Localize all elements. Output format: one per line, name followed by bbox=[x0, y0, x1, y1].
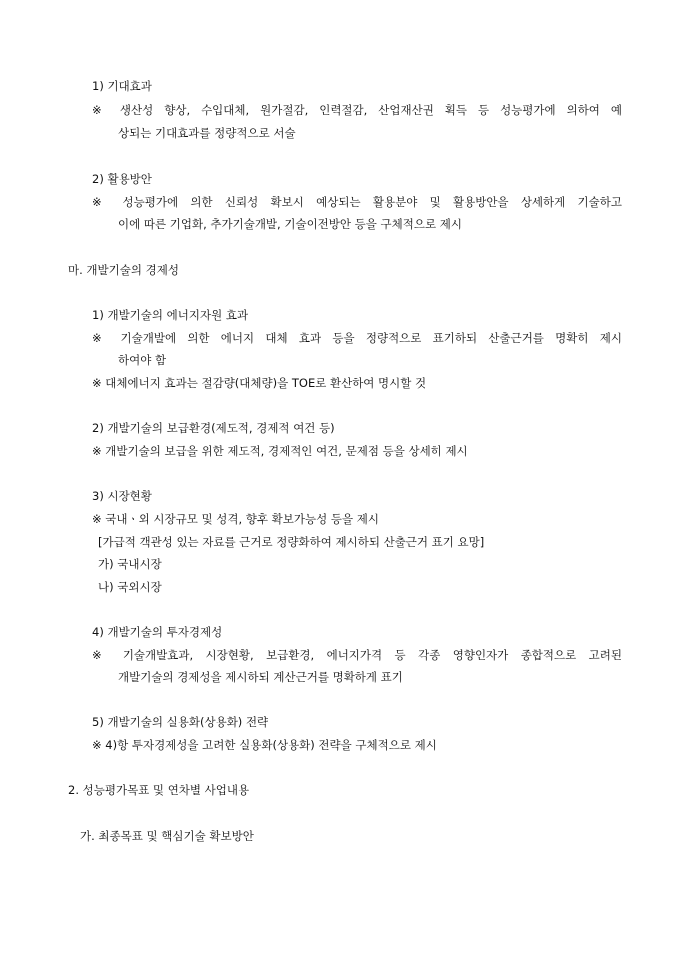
section-heading: 가. 최종목표 및 핵심기술 확보방안 bbox=[80, 829, 254, 843]
subsection-heading: 3) 시장현황 bbox=[92, 489, 152, 503]
sub-item: 가) 국내시장 bbox=[98, 557, 162, 571]
note-text-continued: 이에 따른 기업화, 추가기술개발, 기술이전방안 등을 구체적으로 제시 bbox=[118, 217, 462, 231]
note-text: ※ 기술개발에 의한 에너지 대체 효과 등을 정량적으로 표기하되 산출근거를 명확히 제시 bbox=[92, 331, 622, 345]
subsection-heading: 2) 개발기술의 보급환경(제도적, 경제적 여건 등) bbox=[92, 421, 335, 435]
subsection-heading: 2) 활용방안 bbox=[92, 172, 152, 186]
note-text: ※ 국내ㆍ외 시장규모 및 성격, 향후 확보가능성 등을 제시 bbox=[92, 512, 379, 526]
subsection-heading: 5) 개발기술의 실용화(상용화) 전략 bbox=[92, 715, 269, 729]
sub-item: 나) 국외시장 bbox=[98, 580, 162, 594]
note-text: ※ 생산성 향상, 수입대체, 원가절감, 인력절감, 산업재산권 획득 등 성능평가에 의하여 예 bbox=[92, 103, 622, 117]
note-text: ※ 개발기술의 보급을 위한 제도적, 경제적인 여건, 문제점 등을 상세히 제시 bbox=[92, 444, 468, 458]
note-text: ※ 대체에너지 효과는 절감량(대체량)을 TOE로 환산하여 명시할 것 bbox=[92, 376, 427, 390]
section-heading: 마. 개발기술의 경제성 bbox=[68, 263, 179, 277]
chapter-heading: 2. 성능평가목표 및 연차별 사업내용 bbox=[68, 783, 250, 797]
note-text-continued: 하여야 함 bbox=[118, 353, 167, 367]
note-text: ※ 4)항 투자경제성을 고려한 실용화(상용화) 전략을 구체적으로 제시 bbox=[92, 738, 437, 752]
note-text-continued: 개발기술의 경제성을 제시하되 계산근거를 명확하게 표기 bbox=[118, 670, 403, 684]
subsection-heading: 4) 개발기술의 투자경제성 bbox=[92, 625, 223, 639]
note-text: ※ 기술개발효과, 시장현황, 보급환경, 에너지가격 등 각종 영향인자가 종합적으로 고려된 bbox=[92, 648, 622, 662]
subsection-heading: 1) 개발기술의 에너지자원 효과 bbox=[92, 308, 249, 322]
bracket-note: [가급적 객관성 있는 자료를 근거로 정량화하여 제시하되 산출근거 표기 요망] bbox=[98, 535, 485, 549]
note-text: ※ 성능평가에 의한 신뢰성 확보시 예상되는 활용분야 및 활용방안을 상세하게 기술하고 bbox=[92, 195, 622, 209]
note-text-continued: 상되는 기대효과를 정량적으로 서술 bbox=[118, 126, 296, 140]
subsection-heading: 1) 기대효과 bbox=[92, 79, 152, 93]
